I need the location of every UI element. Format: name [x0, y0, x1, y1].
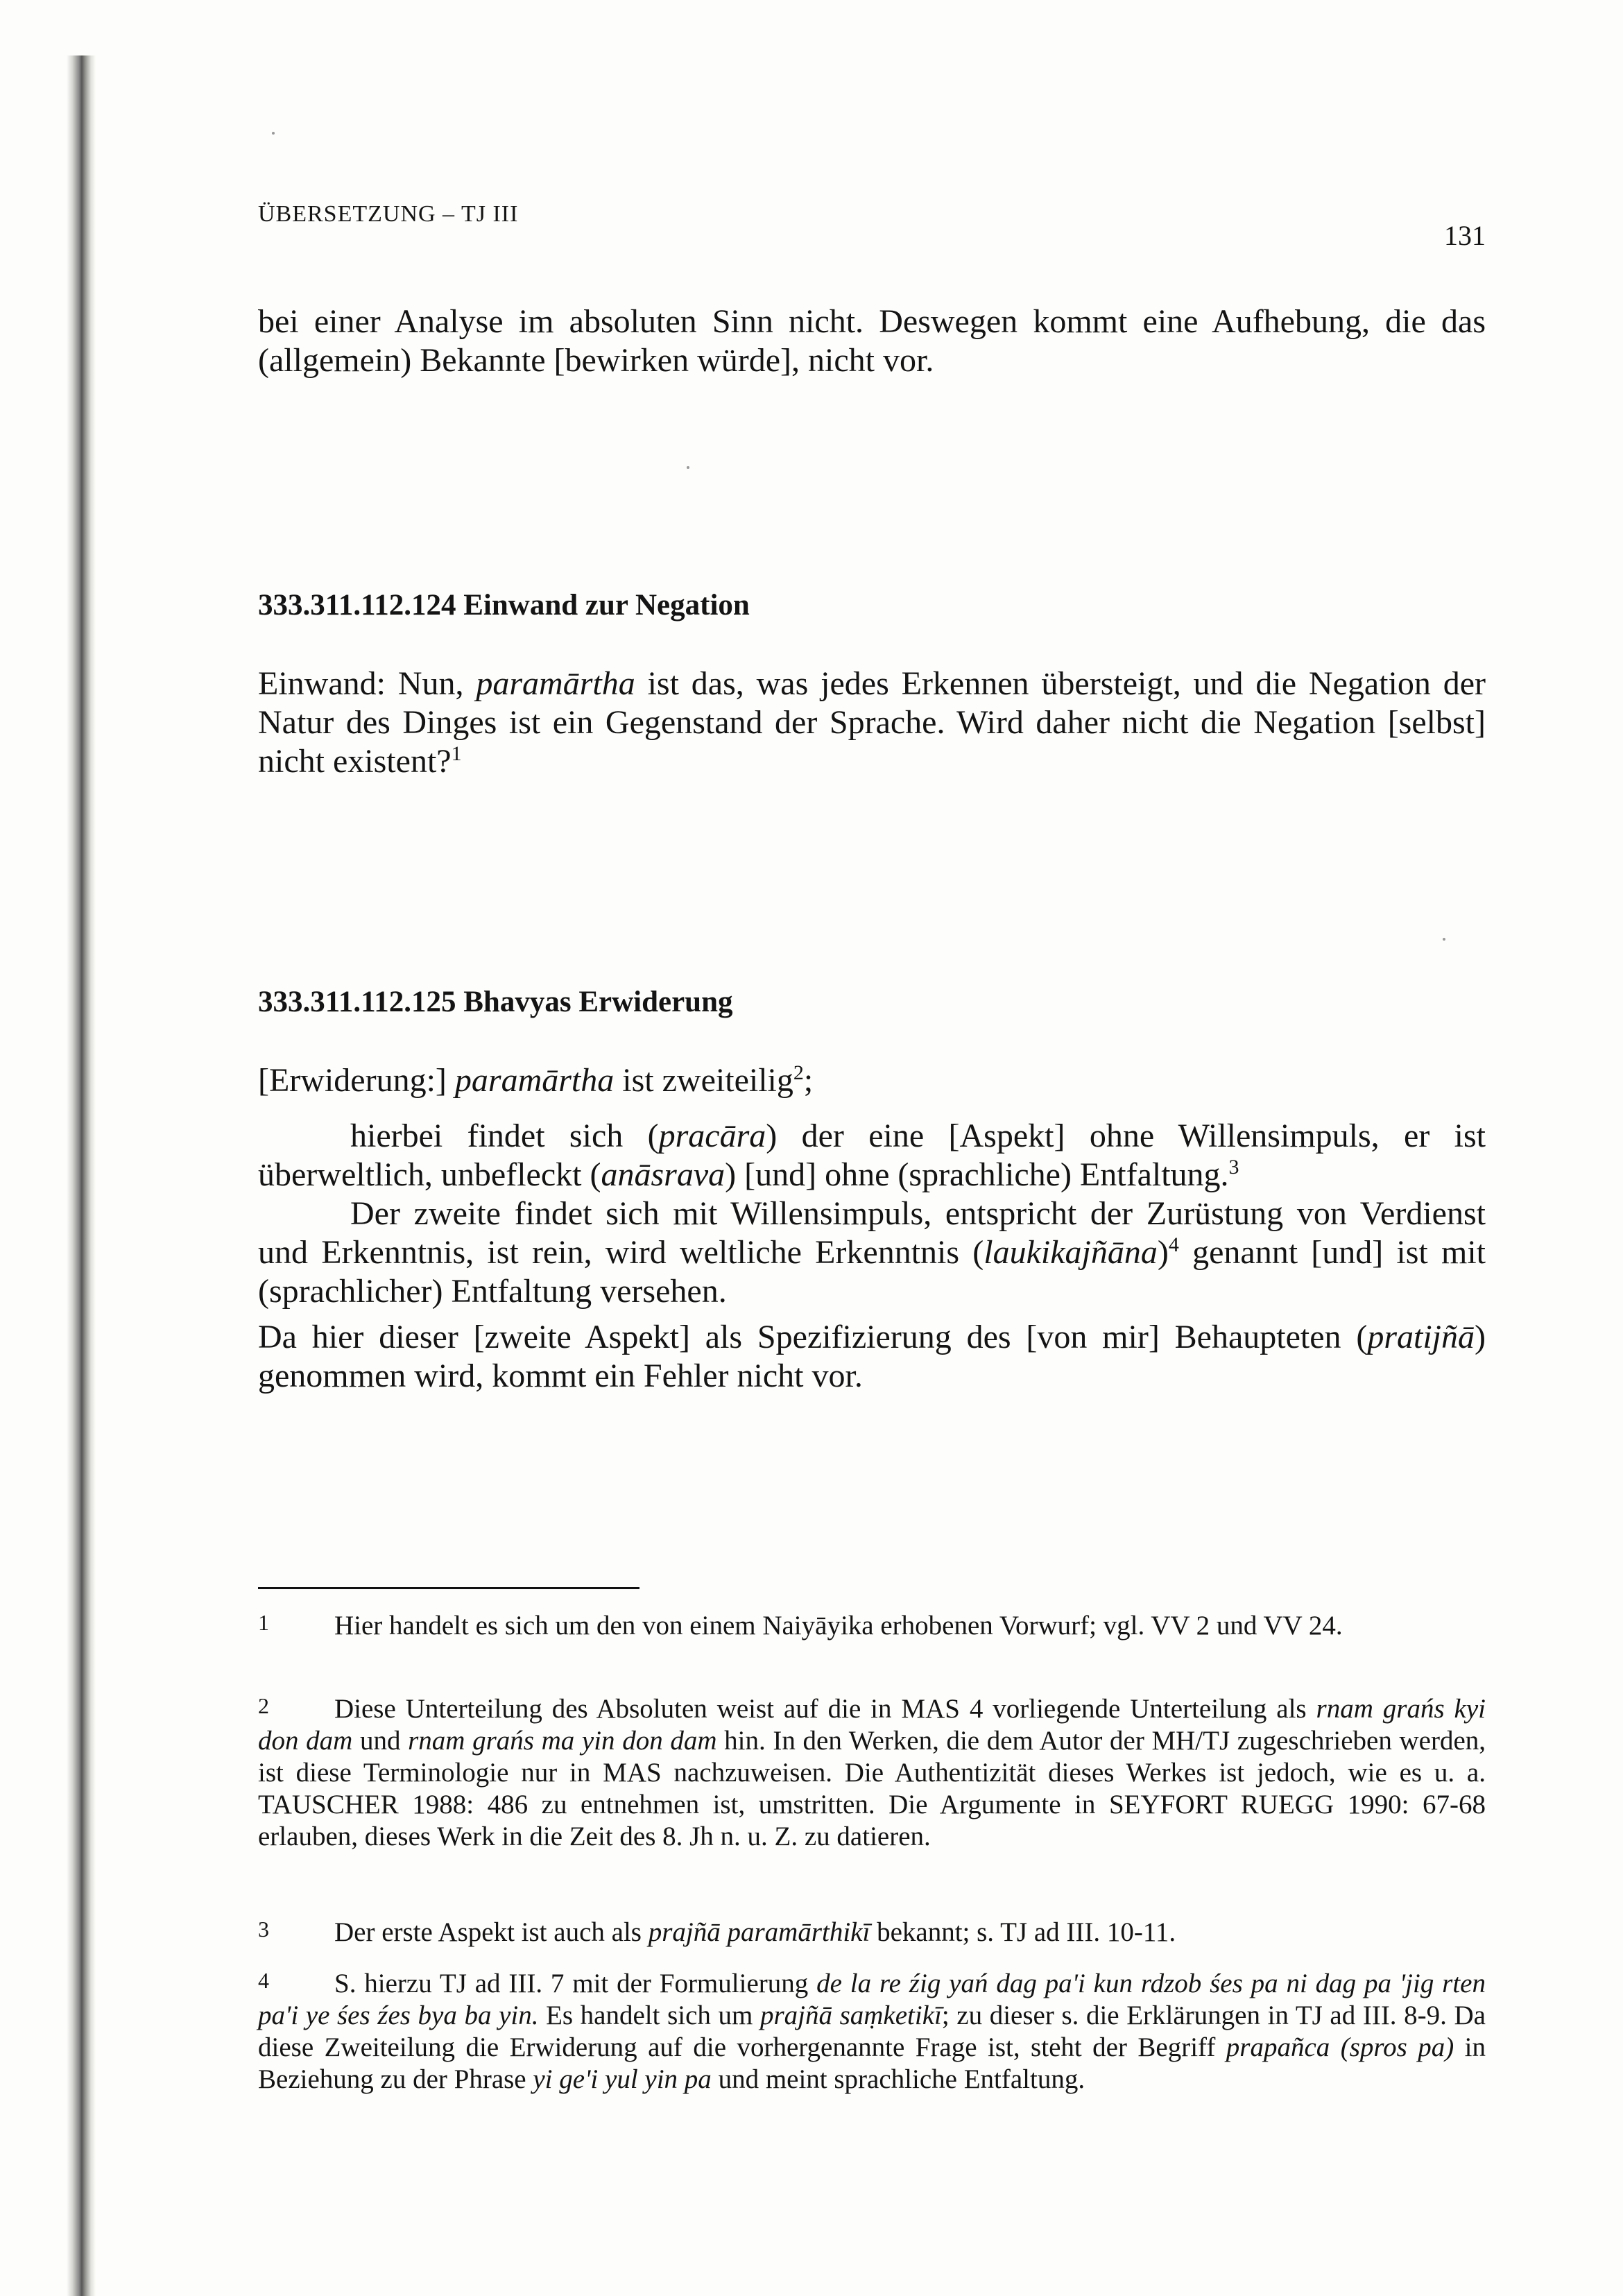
footnote-ref-3[interactable]: 3: [1228, 1156, 1239, 1179]
footnote-number: 1: [258, 1610, 269, 1635]
footnote-3: 3 Der erste Aspekt ist auch als prajñā paramārthikī bekannt; s. TJ ad III. 10-11.: [258, 1913, 1486, 1948]
section-heading-erwiderung: 333.311.112.125 Bhavyas Erwiderung: [258, 986, 733, 1018]
verse-line-2: Der zweite findet sich mit Willensimpuls, entspricht der Zurüstung von Verdienst und Erkenntnis, ist rein, wird weltliche Erkenntnis (laukikajñāna)$^4$ genannt [und] ist mit (sprachlicher) Entfaltung versehen.: [258, 1195, 1486, 1310]
einwand-paragraph: Einwand: Nun, paramārtha ist das, was jedes Erkennen übersteigt, und die Negation der Natur des Dinges ist ein Gegenstand der Sprache. Wird daher nicht die Negation [selbst] nicht existent?$^1$: [258, 665, 1486, 780]
term-pracara: pracāra: [658, 1117, 766, 1154]
footnote-1: 1 Hier handelt es sich um den von einem Naiyāyika erhobenen Vorwurf; vgl. VV 2 und VV 24.: [258, 1607, 1486, 1642]
term-laukikajnana: laukikajñāna: [984, 1234, 1158, 1271]
footnote-ref-4[interactable]: 4: [1168, 1233, 1179, 1256]
footnote-2: 2 Diese Unterteilung des Absoluten weist auf die in MAS 4 vorliegende Unterteilung als rnam grańs kyi don dam und rnam grańs ma yin don dam hin. In den Werken, die dem Autor der MH/TJ zugeschrieben werden, ist diese Terminologie nur in MAS nachzuweisen. Die Authentizität dieses Werkes ist jedoch, wie es u. a. TAUSCHER 1988: 486 zu entnehmen ist, umstritten. Die Argumente in SEYFORT RUEGG 1990: 67-68 erlauben, dieses Werk in die Zeit des 8. Jh n. u. Z. zu datieren.: [258, 1690, 1486, 1853]
footnote-number: 2: [258, 1693, 269, 1718]
scan-speck: [1443, 938, 1445, 941]
footnote-ref-1[interactable]: 1: [451, 742, 462, 765]
verse-line-1: hierbei findet sich (pracāra) der eine [Aspekt] ohne Willensimpuls, er ist überweltlich, unbefleckt (anāsrava) [und] ohne (sprachliche) Entfaltung.$^3$: [258, 1117, 1486, 1193]
term-anasrava: anāsrava: [601, 1156, 725, 1193]
footnote-divider: [258, 1587, 639, 1589]
page-number: 131: [1444, 220, 1486, 251]
conclusion-paragraph: Da hier dieser [zweite Aspekt] als Spezifizierung des [von mir] Behaupteten (pratijñā) genommen wird, kommt ein Fehler nicht vor.: [258, 1319, 1486, 1394]
scan-speck: [687, 466, 689, 469]
verse-block: [258, 1117, 1486, 1311]
term-paramartha: paramārtha: [476, 665, 635, 702]
continuation-text: bei einer Analyse im absoluten Sinn nicht. Deswegen kommt eine Aufhebung, die das (allgemein) Bekannte [bewirken würde], nicht vor.: [258, 303, 1486, 379]
footnote-number: 3: [258, 1917, 269, 1942]
section-heading-einwand: 333.311.112.124 Einwand zur Negation: [258, 589, 750, 622]
page-header: [258, 201, 1486, 257]
continuation-paragraph: [258, 302, 1486, 380]
footnote-ref-2[interactable]: 2: [793, 1061, 804, 1084]
erwiderung-intro: [Erwiderung:] paramārtha ist zweiteilig$^2$;: [258, 1061, 814, 1099]
footnote-number: 4: [258, 1968, 269, 1993]
footnote-4: 4 S. hierzu TJ ad III. 7 mit der Formulierung de la re źig yań dag pa'i kun rdzob śes pa ni dag pa 'jig rten pa'i ye śes źes bya ba yin. Es handelt sich um prajñā saṃketikī; zu dieser s. die Erklärungen in TJ ad III. 8-9. Da diese Zweiteilung die Erwiderung auf die vorhergenannte Frage ist, steht der Begriff prapañca (spros pa) in Beziehung zu der Phrase yi ge'i yul yin pa und meint sprachliche Entfaltung.: [258, 1964, 1486, 2096]
book-spine-shadow: [67, 55, 96, 2296]
term-pratijna: pratijñā: [1367, 1319, 1475, 1355]
running-title: ÜBERSETZUNG – TJ III: [258, 201, 519, 227]
scan-speck: [272, 132, 275, 135]
term-paramartha: paramārtha: [454, 1062, 615, 1099]
